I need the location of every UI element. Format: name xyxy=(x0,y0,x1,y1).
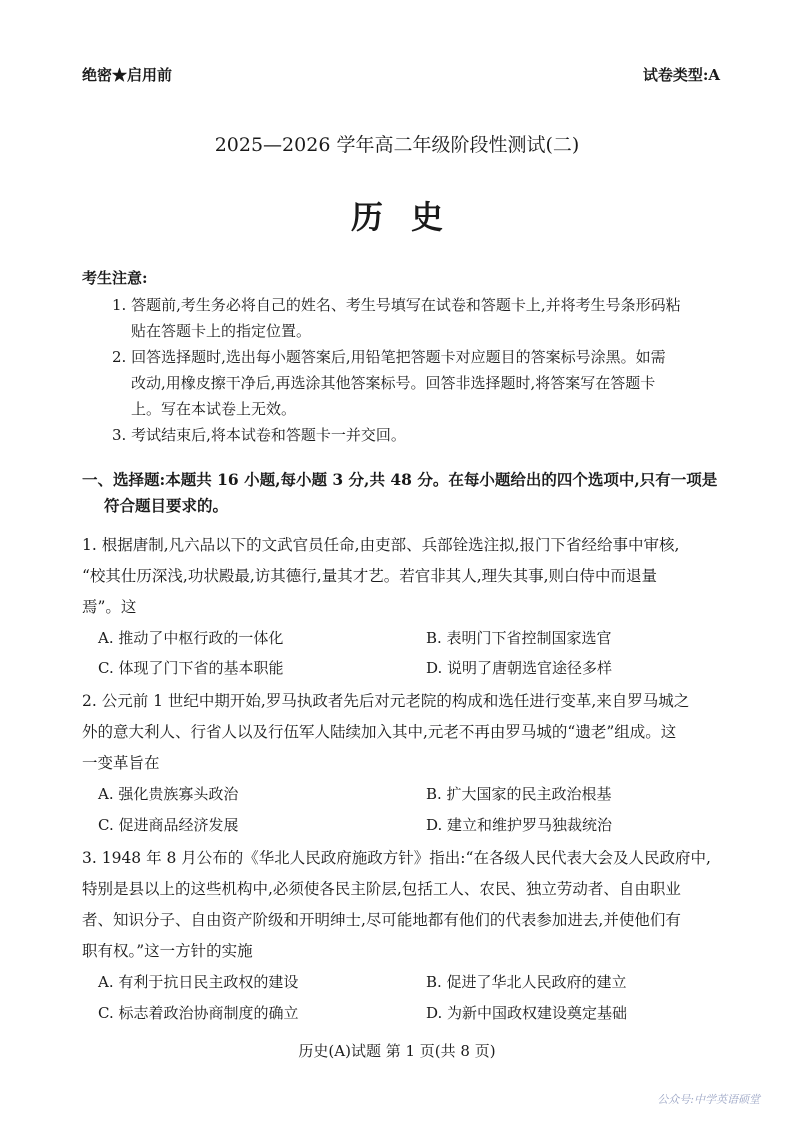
section-heading-cont: 符合题目要求的。 xyxy=(104,496,229,515)
question-3-option-b: B. 促进了华北人民政府的建立 xyxy=(426,973,627,991)
question-1-option-b: B. 表明门下省控制国家选官 xyxy=(426,629,612,647)
question-3-line: 者、知识分子、自由资产阶级和开明绅士,尽可能地都有他们的代表参加进去,并使他们有 xyxy=(82,911,681,929)
question-1-option-c: C. 体现了门下省的基本职能 xyxy=(98,659,284,677)
question-2-option-b: B. 扩大国家的民主政治根基 xyxy=(426,785,612,803)
page-footer: 历史(A)试题 第 1 页(共 8 页) xyxy=(298,1042,496,1060)
question-1-line: “校其仕历深浅,功状殿最,访其德行,量其才艺。若官非其人,理失其事,则白侍中而退量 xyxy=(82,567,658,585)
notice-line: 上。写在本试卷上无效。 xyxy=(131,400,297,418)
question-2-line: 一变革旨在 xyxy=(82,754,160,772)
notice-line: 3. 考试结束后,将本试卷和答题卡一并交回。 xyxy=(112,426,406,444)
question-2-option-d: D. 建立和维护罗马独裁统治 xyxy=(426,816,613,834)
question-3-option-d: D. 为新中国政权建设奠定基础 xyxy=(426,1004,628,1022)
question-3-option-c: C. 标志着政治协商制度的确立 xyxy=(98,1004,299,1022)
question-1-option-a: A. 推动了中枢行政的一体化 xyxy=(98,629,284,647)
notice-heading: 考生注意: xyxy=(82,269,148,287)
confidential-mark: 绝密★启用前 xyxy=(82,66,173,84)
subject-title: 历史 xyxy=(350,198,471,236)
question-2-line: 外的意大利人、行省人以及行伍军人陆续加入其中,元老不再由罗马城的“遗老”组成。这 xyxy=(82,723,677,741)
exam-title: 2025—2026 学年高二年级阶段性测试(二) xyxy=(214,134,580,156)
question-3-line: 特别是县以上的这些机构中,必须使各民主阶层,包括工人、农民、独立劳动者、自由职业 xyxy=(82,880,681,898)
question-3-option-a: A. 有利于抗日民主政权的建设 xyxy=(98,973,299,991)
notice-line: 2. 回答选择题时,选出每小题答案后,用铅笔把答题卡对应题目的答案标号涂黑。如需 xyxy=(112,348,666,366)
notice-line: 1. 答题前,考生务必将自己的姓名、考生号填写在试卷和答题卡上,并将考生号条形码粘 xyxy=(112,296,681,314)
notice-line: 贴在答题卡上的指定位置。 xyxy=(131,322,312,340)
question-2-line: 2. 公元前 1 世纪中期开始,罗马执政者先后对元老院的构成和选任进行变革,来自罗马城之 xyxy=(82,692,690,710)
question-1-line: 1. 根据唐制,凡六品以下的文武官员任命,由吏部、兵部铨选注拟,报门下省经给事中审核, xyxy=(82,536,680,554)
question-3-line: 职有权。”这一方针的实施 xyxy=(82,942,253,960)
question-2-option-c: C. 促进商品经济发展 xyxy=(98,816,239,834)
watermark: 公众号:中学英语硕堂 xyxy=(657,1093,760,1106)
paper-type-label: 试卷类型:A xyxy=(642,66,720,84)
notice-line: 改动,用橡皮擦干净后,再选涂其他答案标号。回答非选择题时,将答案写在答题卡 xyxy=(131,374,656,392)
question-1-line: 焉”。这 xyxy=(82,598,137,616)
question-1-option-d: D. 说明了唐朝选官途径多样 xyxy=(426,659,613,677)
question-2-option-a: A. 强化贵族寡头政治 xyxy=(98,785,239,803)
section-heading: 一、选择题:本题共 16 小题,每小题 3 分,共 48 分。在每小题给出的四个选项中,只有一项是 xyxy=(82,470,718,489)
question-3-line: 3. 1948 年 8 月公布的《华北人民政府施政方针》指出:“在各级人民代表大会及人民政府中, xyxy=(82,849,711,867)
